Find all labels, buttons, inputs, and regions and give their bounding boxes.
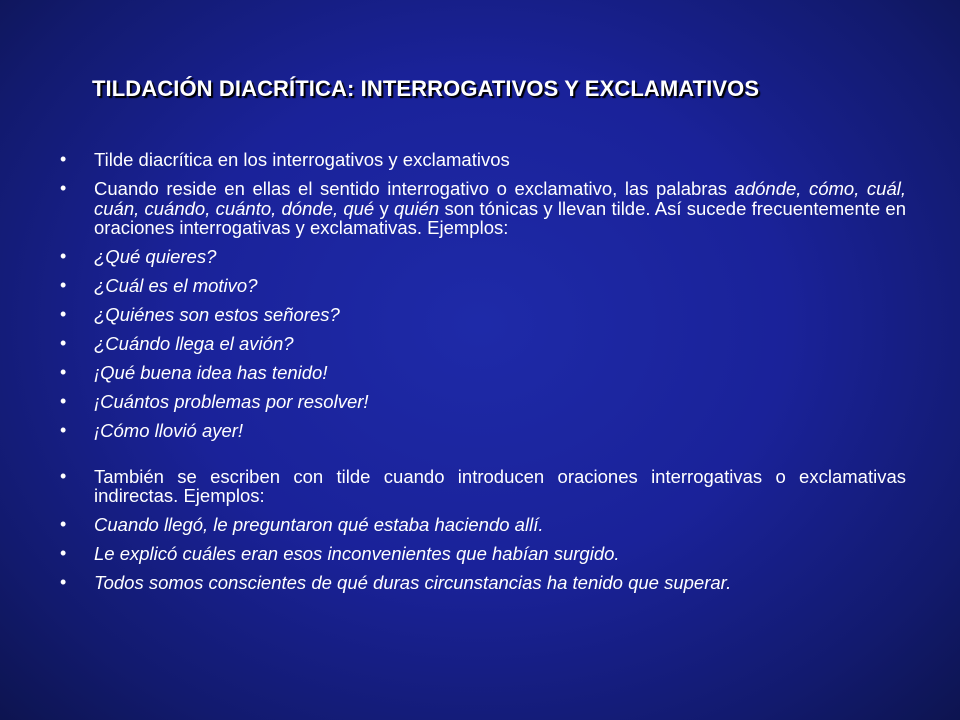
list-item <box>60 544 906 564</box>
list-item <box>60 421 906 441</box>
bullet-text: Le explicó cuáles eran esos inconvenientes que habían surgido. <box>94 543 620 564</box>
bullet-text: ¿Cuál es el motivo? <box>94 275 258 296</box>
bullet-text-and: y <box>374 197 394 219</box>
list-item <box>60 363 906 383</box>
bullet-text: ¿Quiénes son estos señores? <box>94 304 340 325</box>
bullet-text: Todos somos conscientes de qué duras circunstancias ha tenido que superar. <box>94 572 732 593</box>
bullet-icon: • <box>60 420 67 440</box>
bullet-icon: • <box>60 391 67 411</box>
list-item <box>60 573 906 593</box>
list-item <box>60 305 906 325</box>
list-item <box>60 334 906 354</box>
bullet-text-intro: Cuando reside en ellas el sentido interrogativo o exclamativo, las palabras <box>94 178 735 199</box>
bullet-icon: • <box>60 275 67 295</box>
list-item <box>60 150 906 170</box>
bullet-text: También se escriben con tilde cuando introducen oraciones interrogativas o exclamativas indirectas. Ejemplos: <box>94 465 906 506</box>
bullet-text: Tilde diacrítica en los interrogativos y exclamativos <box>94 149 510 170</box>
bullet-text: ¡Cómo llovió ayer! <box>94 420 244 441</box>
slide-body <box>60 150 906 602</box>
list-item <box>60 392 906 412</box>
bullet-text-italic-word: quién <box>393 197 440 219</box>
list-item <box>60 467 906 506</box>
bullet-text-rest: son tónicas y llevan tilde. Así sucede frecuentemente en oraciones interrogativas y exclamativas. Ejemplos: <box>94 197 906 238</box>
bullet-icon: • <box>60 514 67 534</box>
bullet-icon: • <box>60 543 67 563</box>
bullet-icon: • <box>60 465 67 486</box>
bullet-text: ¡Qué buena idea has tenido! <box>94 362 328 383</box>
bullet-icon: • <box>60 362 67 382</box>
slide-title: TILDACIÓN DIACRÍTICA: INTERROGATIVOS Y EXCLAMATIVOS <box>92 76 760 101</box>
list-item <box>60 515 906 535</box>
bullet-icon: • <box>60 572 67 592</box>
bullet-text: ¿Qué quieres? <box>94 246 217 267</box>
bullet-icon: • <box>60 304 67 324</box>
bullet-icon: • <box>60 178 67 198</box>
list-item <box>60 179 906 238</box>
list-item <box>60 276 906 296</box>
bullet-icon: • <box>60 246 67 266</box>
bullet-list <box>60 150 906 593</box>
bullet-text: ¡Cuántos problemas por resolver! <box>94 391 369 412</box>
bullet-icon: • <box>60 149 67 169</box>
list-item <box>60 247 906 267</box>
bullet-text: Cuando llegó, le preguntaron qué estaba haciendo allí. <box>94 514 544 535</box>
bullet-text: ¿Cuándo llega el avión? <box>94 333 294 354</box>
bullet-icon: • <box>60 333 67 353</box>
bullet-text-italic-words: adónde, cómo, cuál, cuán, cuándo, cuánto, dónde, qué <box>94 178 906 219</box>
